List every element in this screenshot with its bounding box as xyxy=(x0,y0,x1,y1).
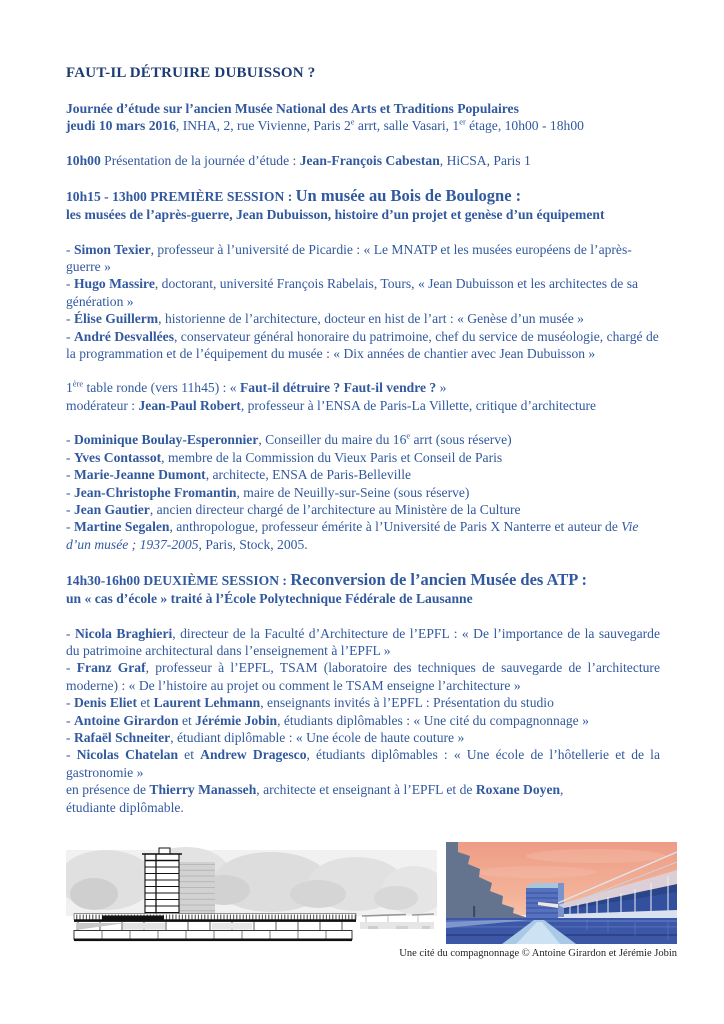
event-intro: Journée d’étude sur l’ancien Musée National des Arts et Traditions Populaires jeudi 10 mars 2016, INHA, 2, rue Vivienne, Paris 2e arrt, salle Vasari, 1er étage, 10h00 - 18h00 xyxy=(66,101,584,134)
page-title: FAUT-IL DÉTRUIRE DUBUISSON ? xyxy=(66,65,316,81)
foreground-ground xyxy=(446,918,677,944)
table-ronde: 1ère table ronde (vers 11h45) : « Faut-il détruire ? Faut-il vendre ? » modérateur : Jean-Paul Robert, professeur à l’ENSA de Paris-La Villette, critique d’architecture xyxy=(66,378,597,413)
facade-block xyxy=(179,862,215,920)
tower-section xyxy=(142,848,182,920)
tree-wash xyxy=(66,847,437,916)
render-image xyxy=(446,842,677,944)
session1-heading: 10h15 - 13h00 PREMIÈRE SESSION : Un musée au Bois de Boulogne : les musées de l’après-guerre, Jean Dubuisson, histoire d’un projet et genèse d’un équipement xyxy=(66,186,605,223)
table-ronde-participants: - Dominique Boulay-Esperonnier, Conseiller du maire du 16e arrt (sous réserve) - Yves Contassot, membre de la Commission du Vieux Paris et Conseil de Paris - Marie-Jeanne Dumont, architecte, ENSA de Paris-Belleville - Jean-Christophe Fromantin, maire de Neuilly-sur-Seine (sous réserve) - Jean Gautier, ancien directeur chargé de l’architecture au Ministère de la Culture - Martine Segalen, anthropologue, professeur émérite à l’Université de Paris X Nanterre et auteur de Vie d’un musée ; 1937-2005, Paris, Stock, 2005. xyxy=(66,430,639,552)
presentation-line: 10h00 Présentation de la journée d’étude : Jean-François Cabestan, HiCSA, Paris 1 xyxy=(66,152,531,168)
session2-heading: 14h30-16h00 DEUXIÈME SESSION : Reconversion de l’ancien Musée des ATP : un « cas d’école » traité à l’École Polytechnique Fédérale de Lausanne xyxy=(66,570,588,607)
section-drawing-graphic xyxy=(66,842,437,944)
session2-speakers: - Nicola Braghieri, directeur de la Faculté d’Architecture de l’EPFL : « De l’importance de la sauvegarde du patrimoine architectural dans l’enseignement à l’EPFL » - Franz Graf, professeur à l’EPFL, TSAM (laboratoire des techniques de sauvegarde de l’architecture moderne) : « De l’histoire au projet ou comment le TSAM enseigne l’architecture » - Denis Eliet et Laurent Lehmann, enseignants invités à l’EPFL : Présentation du studio - Antoine Girardon et Jérémie Jobin, étudiants diplômables : « Une cité du compagnonnage » - Rafaël Schneiter, étudiant diplômable : « Une école de haute couture » - Nicolas Chatelan et Andrew Dragesco, étudiants diplômables : « Une école de l’hôtellerie et de la gastronomie » en présence de Thierry Manasseh, architecte et enseignant à l’EPFL et de Roxane Doyen, étudiante diplômable. xyxy=(66,625,660,815)
render-graphic xyxy=(446,842,677,944)
session1-speakers: - Simon Texier, professeur à l’université de Picardie : « Le MNATP et les musées européens de l’après-guerre » - Hugo Massire, doctorant, université François Rabelais, Tours, « Jean Dubuisson et les architectes de sa génération » - Élise Guillerm, historienne de l’architecture, docteur en hist de l’art : « Genèse d’un musée » - André Desvallées, conservateur général honoraire du patrimoine, chef du service de muséologie, chargé de la programmation et de l’équipement du musée : « Dix années de chantier avec Jean Dubuisson » xyxy=(66,241,659,362)
image-caption: Une cité du compagnonnage © Antoine Girardon et Jérémie Jobin xyxy=(399,948,677,959)
section-drawing-image xyxy=(66,842,437,944)
blue-building xyxy=(526,883,564,920)
images-row xyxy=(66,842,677,944)
